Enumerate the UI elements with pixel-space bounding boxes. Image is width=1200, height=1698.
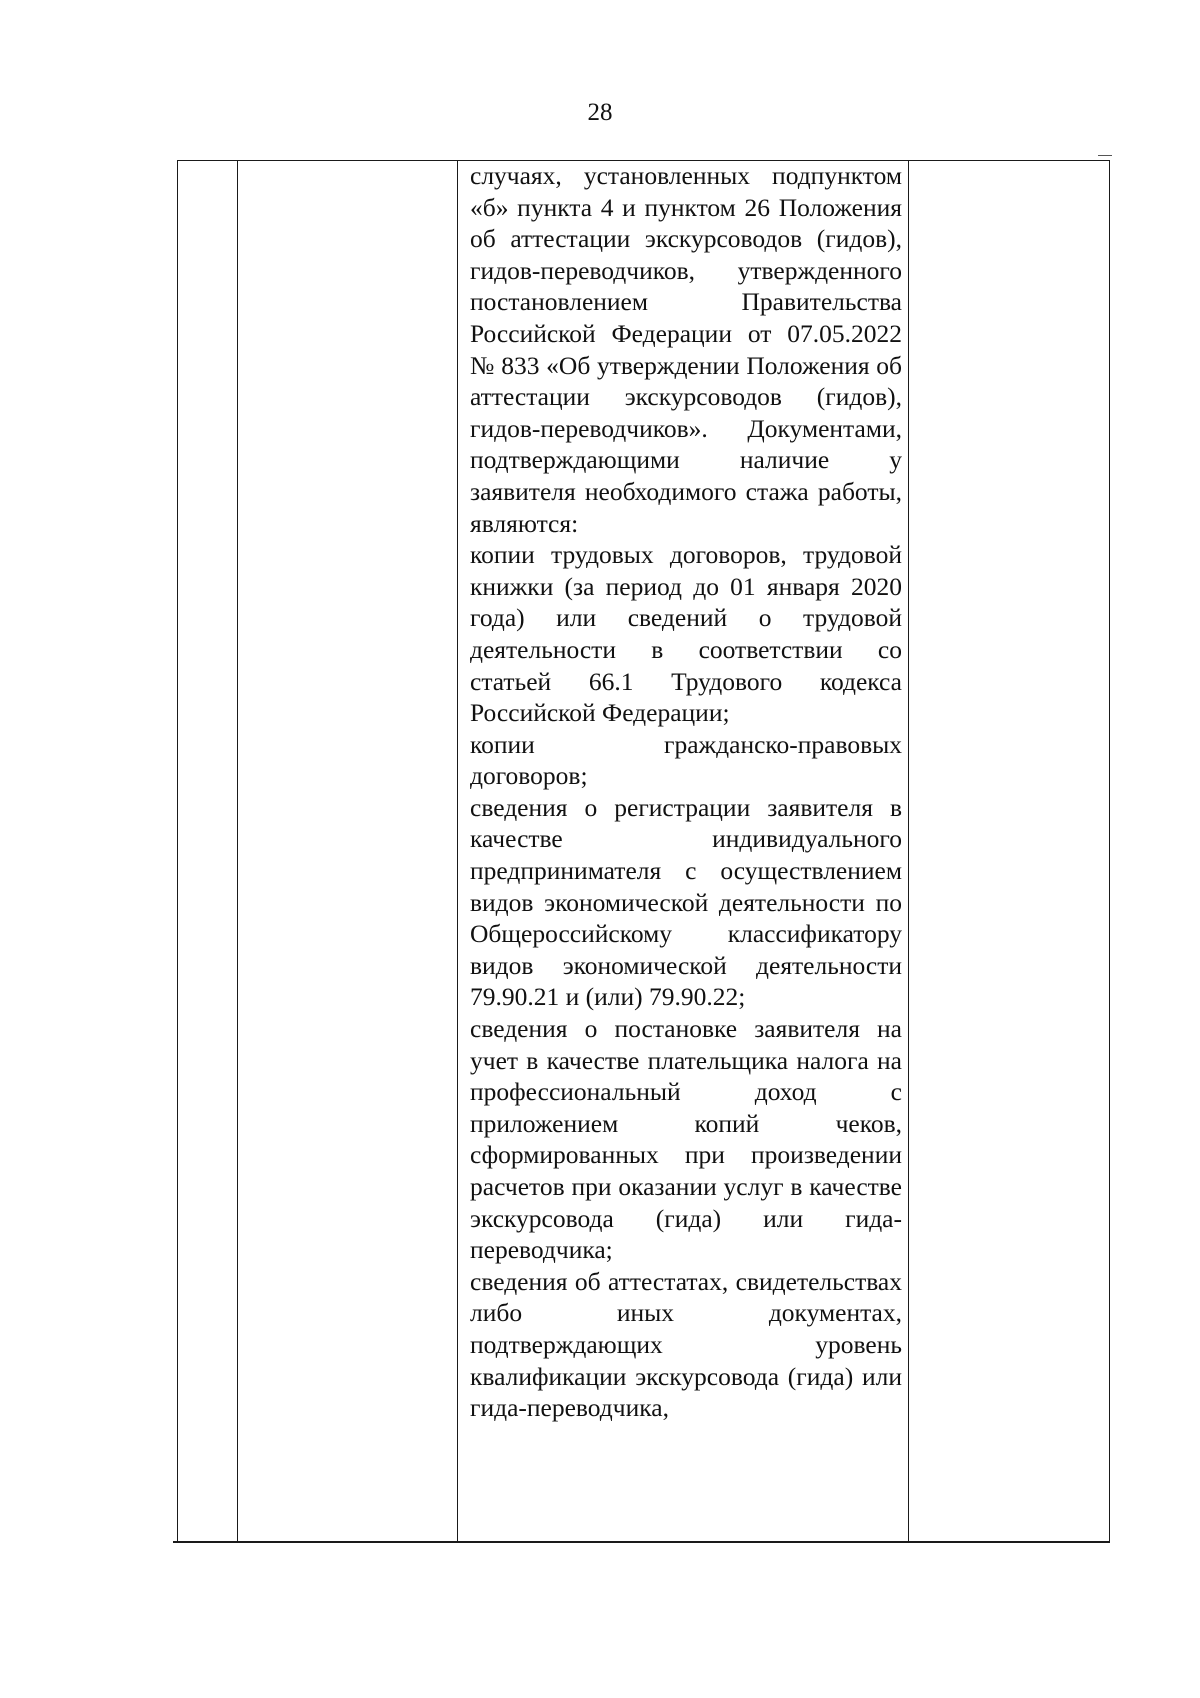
column-divider — [457, 161, 458, 1543]
paragraph-labor-contracts: копии трудовых договоров, трудовой книжки (за период до 01 января 2020 года) или сведений о трудовой деятельности в соответствии со статьей 66.1 Трудового кодекса Российской Федерации; — [470, 540, 902, 728]
table-cell-requirements-text — [470, 160, 902, 1424]
paragraph-civil-contracts: копии гражданско-правовых договоров; — [470, 729, 902, 791]
paragraph-entrepreneur-registration: сведения о регистрации заявителя в качестве индивидуального предпринимателя с осуществлением видов экономической деятельности по Общероссийскому классификатору видов экономической деятельности 79.90.21 и (или) 79.90.22; — [470, 792, 902, 1012]
table-bottom-border — [173, 1541, 1110, 1543]
page-number: 28 — [587, 99, 613, 126]
paragraph-conditions: случаях, установленных подпунктом «б» пункта 4 и пунктом 26 Положения об аттестации экскурсоводов (гидов), гидов-переводчиков, утвержденного постановлением Правительства Российской Федерации от 07.05.2022 № 833 «Об утверждении Положения об аттестации экскурсоводов (гидов), гидов-переводчиков». Документами, подтверждающими наличие у заявителя необходимого стажа работы, являются: — [470, 161, 902, 538]
scan-mark — [1098, 155, 1112, 156]
table-cell-name — [238, 161, 457, 1543]
table-cell-notes — [909, 161, 1109, 1543]
paragraph-self-employed-tax: сведения о постановке заявителя на учет в качестве плательщика налога на профессиональный доход с приложением копий чеков, сформированных при произведении расчетов при оказании услуг в качестве экскурсовода (гида) или гида-переводчика; — [470, 1014, 902, 1265]
table-cell-number — [178, 161, 237, 1543]
paragraph-qualification-certificates: сведения об аттестатах, свидетельствах либо иных документах, подтверждающих уровень квалификации экскурсовода (гида) или гида-переводчика, — [470, 1266, 902, 1423]
